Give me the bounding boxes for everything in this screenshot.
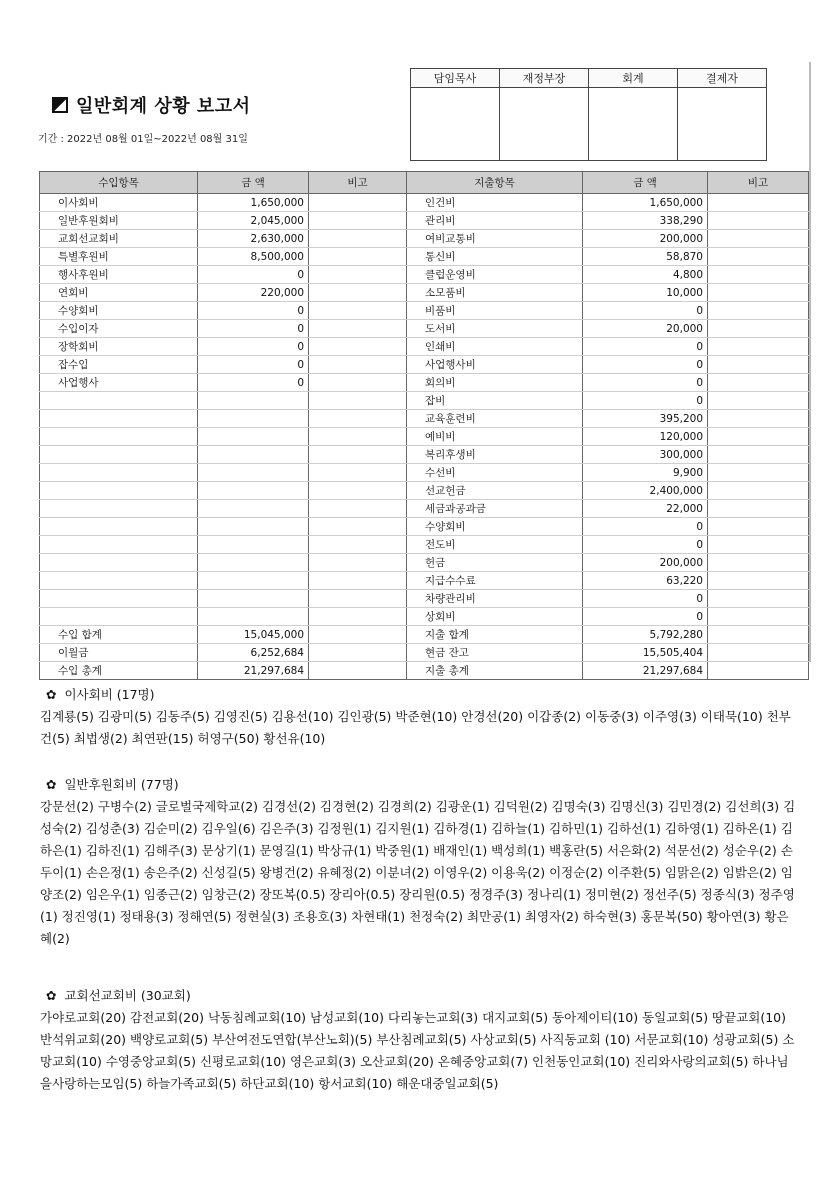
table-row [40,518,809,536]
income-note [309,428,407,446]
expense-amount: 0 [583,590,708,608]
expense-item: 상회비 [407,608,583,626]
expense-amount: 0 [583,302,708,320]
summary-amount: 15,505,404 [583,644,708,662]
table-row [40,212,809,230]
expense-note [708,590,809,608]
expense-item: 관리비 [407,212,583,230]
expense-note [708,266,809,284]
expense-item: 헌금 [407,554,583,572]
expense-amount: 4,800 [583,266,708,284]
expense-item: 선교헌금 [407,482,583,500]
expense-note [708,536,809,554]
summary-label: 이월금 [40,644,198,662]
summary-amount: 6,252,684 [198,644,309,662]
summary-label: 지출 합계 [407,626,583,644]
income-note [309,410,407,428]
section-heading [40,985,800,1007]
expense-note [708,500,809,518]
expense-note [708,572,809,590]
expense-amount: 58,870 [583,248,708,266]
expense-item: 지급수수료 [407,572,583,590]
summary-amount: 15,045,000 [198,626,309,644]
table-row [40,554,809,572]
expense-amount: 0 [583,518,708,536]
income-item [40,392,198,410]
flower-icon: ✿ [46,777,57,792]
expense-item: 수양회비 [407,518,583,536]
income-item [40,410,198,428]
expense-amount: 200,000 [583,554,708,572]
summary-amount: 21,297,684 [198,662,309,680]
income-note [309,374,407,392]
income-amount: 2,045,000 [198,212,309,230]
income-item: 행사후원비 [40,266,198,284]
income-amount [198,392,309,410]
table-row [40,266,809,284]
report-period: 기간 : 2022년 08월 01일~2022년 08월 31일 [38,134,248,145]
income-note [309,392,407,410]
summary-row [40,626,809,644]
income-item [40,518,198,536]
col-header: 금 액 [583,172,708,194]
expense-item: 수선비 [407,464,583,482]
income-item: 수입이자 [40,320,198,338]
income-amount [198,428,309,446]
expense-amount: 395,200 [583,410,708,428]
table-row [40,608,809,626]
expense-amount: 0 [583,608,708,626]
income-note [309,320,407,338]
table-row [40,194,809,212]
income-note [309,338,407,356]
donor-section [40,684,800,750]
expense-amount: 120,000 [583,428,708,446]
expense-item: 사업행사비 [407,356,583,374]
expense-item: 회의비 [407,374,583,392]
summary-label: 지출 총계 [407,662,583,680]
summary-note [708,626,809,644]
section-heading [40,774,800,796]
income-amount [198,518,309,536]
income-amount: 0 [198,266,309,284]
table-row [40,536,809,554]
expense-note [708,410,809,428]
expense-note [708,284,809,302]
table-row [40,284,809,302]
section-heading-text: 교회선교회비 (30교회) [64,988,191,1003]
summary-note [309,626,407,644]
table-row [40,590,809,608]
income-note [309,248,407,266]
expense-item: 교육훈련비 [407,410,583,428]
table-row [40,482,809,500]
expense-note [708,446,809,464]
expense-item: 인쇄비 [407,338,583,356]
table-row [40,356,809,374]
expense-item: 차량관리비 [407,590,583,608]
table-row [40,248,809,266]
income-item [40,608,198,626]
table-row [40,338,809,356]
table-row [40,464,809,482]
expense-note [708,338,809,356]
approval-label: 재정부장 [500,69,589,88]
summary-note [309,662,407,680]
expense-note [708,248,809,266]
income-amount [198,590,309,608]
summary-note [708,644,809,662]
approval-label: 회계 [589,69,678,88]
expense-item: 도서비 [407,320,583,338]
donor-list: 김계룡(5) 김광미(5) 김동주(5) 김영진(5) 김용선(10) 김인광(5) 박준현(10) 안경선(20) 이갑종(2) 이동중(3) 이주영(3) 이태묵(10) 천부건(5) 최법생(2) 최연판(15) 허영구(50) 황선유(10) [40,709,791,746]
ledger-table [39,171,809,680]
income-amount [198,482,309,500]
approval-box [410,68,767,161]
expense-item: 잡비 [407,392,583,410]
expense-item: 클럽운영비 [407,266,583,284]
income-note [309,284,407,302]
income-item [40,428,198,446]
income-note [309,608,407,626]
expense-item: 전도비 [407,536,583,554]
expense-amount: 2,400,000 [583,482,708,500]
income-note [309,482,407,500]
income-amount: 0 [198,356,309,374]
income-note [309,302,407,320]
income-amount [198,446,309,464]
expense-amount: 20,000 [583,320,708,338]
expense-amount: 300,000 [583,446,708,464]
expense-note [708,428,809,446]
expense-note [708,320,809,338]
expense-note [708,482,809,500]
col-header: 수입항목 [40,172,198,194]
expense-amount: 338,290 [583,212,708,230]
checkbox-icon [52,97,68,113]
report-title [52,92,251,118]
flower-icon: ✿ [46,988,57,1003]
section-heading-text: 이사회비 (17명) [64,687,155,702]
section-heading-text: 일반후원회비 (77명) [64,777,179,792]
expense-note [708,608,809,626]
expense-note [708,554,809,572]
income-note [309,518,407,536]
income-item [40,500,198,518]
income-note [309,464,407,482]
income-item [40,446,198,464]
income-item [40,590,198,608]
table-row [40,320,809,338]
table-row [40,500,809,518]
table-row [40,446,809,464]
col-header: 지출항목 [407,172,583,194]
income-item [40,572,198,590]
income-amount [198,500,309,518]
expense-note [708,230,809,248]
expense-amount: 0 [583,338,708,356]
section-heading [40,684,800,706]
summary-amount: 21,297,684 [583,662,708,680]
income-amount: 8,500,000 [198,248,309,266]
income-note [309,212,407,230]
scroll-bar [809,62,811,662]
table-row [40,374,809,392]
ledger-header [40,172,809,194]
income-amount: 0 [198,320,309,338]
income-note [309,446,407,464]
income-amount: 220,000 [198,284,309,302]
income-item [40,554,198,572]
signature-cell [500,88,589,161]
expense-note [708,374,809,392]
expense-item: 소모품비 [407,284,583,302]
income-note [309,536,407,554]
expense-note [708,302,809,320]
donor-section [40,774,800,950]
approval-label: 담임목사 [411,69,500,88]
income-note [309,572,407,590]
donor-section [40,985,800,1095]
expense-amount: 9,900 [583,464,708,482]
income-note [309,266,407,284]
expense-note [708,356,809,374]
col-header: 비고 [309,172,407,194]
income-note [309,554,407,572]
donor-list: 가야로교회(20) 감전교회(20) 낙동침례교회(10) 남성교회(10) 다리놓는교회(3) 대지교회(5) 동아제이티(10) 동일교회(5) 땅끝교회(10) 반석위교회(20) 백양로교회(5) 부산여전도연합(부산노회)(5) 부산침례교회(5) 사상교회(5) 사직동교회 (10) 서문교회(10) 성광교회(5) 소망교회(10) 수영중앙교회(5) 신평로교회(10) 영은교회(3) 오산교회(20) 온혜중앙교회(7) 인천동인교회(10) 진리와사랑의교회(5) 하나님을사랑하는모임(5) 하늘가족교회(5) 하단교회(10) 항서교회(10) 해운대중일교회(5) [40,1010,795,1091]
income-amount: 1,650,000 [198,194,309,212]
income-item: 잡수입 [40,356,198,374]
income-amount [198,464,309,482]
summary-row [40,662,809,680]
flower-icon: ✿ [46,687,57,702]
expense-item: 여비교통비 [407,230,583,248]
summary-label: 수입 합계 [40,626,198,644]
expense-item: 인건비 [407,194,583,212]
expense-note [708,194,809,212]
income-note [309,356,407,374]
income-item: 이사회비 [40,194,198,212]
table-row [40,392,809,410]
expense-note [708,518,809,536]
approval-label: 결제자 [678,69,767,88]
expense-note [708,392,809,410]
expense-amount: 200,000 [583,230,708,248]
summary-label: 현금 잔고 [407,644,583,662]
income-item [40,482,198,500]
income-amount: 0 [198,374,309,392]
income-item: 특별후원비 [40,248,198,266]
table-row [40,410,809,428]
expense-amount: 10,000 [583,284,708,302]
income-amount [198,554,309,572]
expense-item: 세금과공과금 [407,500,583,518]
income-item: 교회선교회비 [40,230,198,248]
expense-amount: 63,220 [583,572,708,590]
table-row [40,302,809,320]
col-header: 비고 [708,172,809,194]
income-note [309,194,407,212]
income-amount: 0 [198,302,309,320]
table-row [40,428,809,446]
income-item: 수양회비 [40,302,198,320]
income-amount [198,608,309,626]
income-note [309,500,407,518]
expense-amount: 0 [583,356,708,374]
report-title-text: 일반회계 상황 보고서 [76,96,251,117]
expense-amount: 0 [583,536,708,554]
income-amount: 2,630,000 [198,230,309,248]
summary-label: 수입 총계 [40,662,198,680]
income-amount: 0 [198,338,309,356]
expense-item: 예비비 [407,428,583,446]
signature-cell [411,88,500,161]
income-amount [198,410,309,428]
expense-note [708,464,809,482]
income-note [309,590,407,608]
income-amount [198,536,309,554]
summary-row [40,644,809,662]
expense-item: 통신비 [407,248,583,266]
table-row [40,572,809,590]
expense-amount: 0 [583,374,708,392]
income-item [40,536,198,554]
expense-note [708,212,809,230]
expense-amount: 22,000 [583,500,708,518]
signature-cell [678,88,767,161]
summary-amount: 5,792,280 [583,626,708,644]
expense-item: 복리후생비 [407,446,583,464]
income-item: 사업행사 [40,374,198,392]
summary-note [708,662,809,680]
col-header: 금 액 [198,172,309,194]
income-note [309,230,407,248]
income-item [40,464,198,482]
signature-cell [589,88,678,161]
expense-amount: 1,650,000 [583,194,708,212]
expense-item: 비품비 [407,302,583,320]
income-item: 연회비 [40,284,198,302]
income-amount [198,572,309,590]
income-item: 장학회비 [40,338,198,356]
donor-list: 강문선(2) 구병수(2) 글로벌국제학교(2) 김경선(2) 김경현(2) 김경희(2) 김광운(1) 김덕원(2) 김명숙(3) 김명신(3) 김민경(2) 김선희(3) 김성숙(2) 김성춘(3) 김순미(2) 김우일(6) 김은주(3) 김정원(1) 김지원(1) 김하경(1) 김하늘(1) 김하민(1) 김하선(1) 김하영(1) 김하온(1) 김하은(1) 김하진(1) 김해주(3) 문상기(1) 문영길(1) 박상규(1) 박중원(1) 배재인(1) 백성희(1) 백홍란(5) 서은화(2) 석문선(2) 성순우(2) 손두이(1) 손은정(1) 송은주(2) 신성길(5) 왕병건(2) 유혜정(2) 이분녀(2) 이영우(2) 이용욱(2) 이정순(2) 이주환(5) 임맑은(2) 임밝은(2) 임양조(2) 임은우(1) 임종근(2) 임창근(2) 장또복(0.5) 장리아(0.5) 장리원(0.5) 정경주(3) 정나리(1) 정미현(2) 정선주(5) 정종식(3) 정주영(1) 정진영(1) 정태용(3) 정해연(5) 정현실(3) 조용호(3) 차현태(1) 천정숙(2) 최만공(1) 최영자(2) 하숙현(3) 홍문복(50) 황아연(3) 황은혜(2) [40,799,796,946]
income-item: 일반후원회비 [40,212,198,230]
table-row [40,230,809,248]
expense-amount: 0 [583,392,708,410]
summary-note [309,644,407,662]
